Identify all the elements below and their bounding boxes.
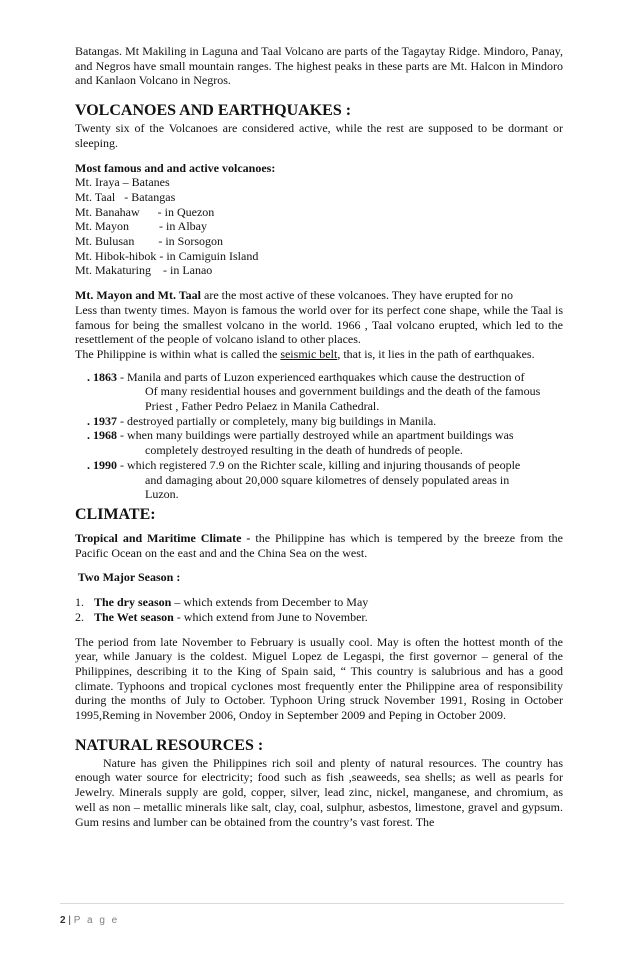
- tropical-text: the Philippine has which is tempered by the breeze from the Pacific Ocean on the east and and the China Sea on the west.: [75, 530, 563, 560]
- quake-year: . 1968: [87, 428, 117, 443]
- quake-year: . 1990: [87, 457, 117, 472]
- season-number: 1.: [75, 595, 84, 610]
- quake-item-1863: [75, 370, 563, 414]
- resources-paragraph: Nature has given the Philippines rich soil and plenty of natural resources. The country has enough water source for electricity; food such as fish ,seaweeds, sea shells; as well as pearls for Jewelry. Minerals supply are gold, copper, silver, lead zinc, nickel, manganese, and chromium, as well as non – metallic minerals like salt, clay, coal, sulphur, asbestos, limestone, gravel and gypsum. Gum resins and lumber can be obtained from the country’s vast forest. The: [75, 755, 563, 829]
- quake-text: - when many buildings were partially destroyed while an apartment buildings was: [117, 428, 514, 443]
- quake-cont: Of many residential houses and government buildings and the death of the famous: [145, 384, 541, 399]
- volcanoes-heading: VOLCANOES AND EARTHQUAKES :: [75, 102, 352, 120]
- page-number: 2: [60, 915, 66, 926]
- seismic-pre: The Philippine is within what is called the: [75, 346, 281, 361]
- season-name: The dry season: [94, 595, 172, 610]
- document-page: [75, 44, 563, 829]
- quake-item-1937: [75, 414, 563, 429]
- list-item: [75, 610, 563, 625]
- list-item: Mt. Banahaw - in Quezon: [75, 204, 215, 219]
- quake-text: - destroyed partially or completely, many big buildings in Manila.: [117, 413, 437, 428]
- resources-heading: NATURAL RESOURCES :: [75, 736, 264, 754]
- season-number: 2.: [75, 609, 84, 624]
- seismic-post: , that is, it lies in the path of earthquakes.: [337, 346, 535, 361]
- quake-year: . 1937: [87, 413, 117, 428]
- intro-paragraph: Batangas. Mt Makiling in Laguna and Taal Volcano are parts of the Tagaytay Ridge. Mindoro, Panay, and Negros have small mountain ranges. The highest peaks in these parts are Mt. Halcon in Mindoro and Kanlaon Volcano in Negros.: [75, 44, 563, 88]
- season-text: - which extend from June to November.: [173, 609, 368, 624]
- seismic-belt-paragraph: [75, 347, 563, 362]
- volcanoes-text: Twenty six of the Volcanoes are considered active, while the rest are supposed to be dormant or sleeping.: [75, 121, 563, 150]
- quake-year: . 1863: [87, 369, 117, 384]
- mayon-taal-text: are the most active of these volcanoes. They have erupted for no: [201, 288, 514, 303]
- climate-period-paragraph: The period from late November to February is usually cool. May is often the hottest month of the year, while January is the coldest. Miguel Lopez de Legaspi, the first governor – general of the Philippines, describing it to the King of Spain said, “ This country is salubrious and has a good climate. Typhoons and tropical cyclones most frequently enter the Philippine area of responsibility during the months of July to October. Typhoon Uring struck November 1991, Rosing in October 1995,Reming in November 2006, Ondoy in September 2009 and Peping in October 2009.: [75, 634, 563, 723]
- season-list: [75, 595, 563, 624]
- quake-cont: Priest , Father Pedro Pelaez in Manila Cathedral.: [145, 399, 380, 414]
- mayon-taal-line: [75, 288, 563, 303]
- quake-cont: and damaging about 20,000 square kilometres of densely populated areas in: [145, 472, 510, 487]
- list-item: Mt. Makaturing - in Lanao: [75, 263, 213, 278]
- list-item: Mt. Iraya – Batanes: [75, 175, 170, 190]
- list-item: Mt. Mayon - in Albay: [75, 219, 207, 234]
- climate-heading: CLIMATE:: [75, 505, 156, 523]
- seismic-belt-term: seismic belt: [280, 346, 338, 361]
- footer-separator: |: [65, 915, 74, 926]
- season-name: The Wet season: [94, 609, 174, 624]
- volcano-list: [75, 175, 563, 278]
- page-label: P a g e: [73, 915, 120, 926]
- tropical-bold: Tropical and Maritime Climate -: [75, 530, 256, 545]
- list-item: Mt. Bulusan - in Sorsogon: [75, 234, 224, 249]
- tropical-paragraph: [75, 531, 563, 560]
- list-item: Mt. Taal - Batangas: [75, 189, 176, 204]
- quake-item-1968: [75, 428, 563, 457]
- quake-text: - Manila and parts of Luzon experienced earthquakes which cause the destruction of: [117, 369, 525, 384]
- quake-cont: Luzon.: [145, 487, 179, 502]
- quake-cont: completely destroyed resulting in the death of hundreds of people.: [145, 443, 463, 458]
- footer-divider: [60, 903, 564, 904]
- earthquake-list: [75, 370, 563, 502]
- season-text: – which extends from December to May: [171, 595, 369, 610]
- mayon-taal-bold: Mt. Mayon and Mt. Taal: [75, 288, 202, 303]
- page-footer: [60, 915, 119, 926]
- quake-text: - which registered 7.9 on the Richter scale, killing and injuring thousands of people: [117, 457, 521, 472]
- mayon-taal-rest: Less than twenty times. Mayon is famous the world over for its perfect cone shape, while the Taal is famous for being the smallest volcano in the world. 1966 , Taal volcano erupted, which led to the resettlement of the people of volcano island to other places.: [75, 302, 563, 347]
- famous-volcanoes-title: Most famous and and active volcanoes:: [75, 160, 276, 175]
- two-major-season-title: Two Major Season :: [75, 570, 181, 585]
- list-item: Mt. Hibok-hibok - in Camiguin Island: [75, 248, 259, 263]
- list-item: [75, 595, 563, 610]
- quake-item-1990: [75, 458, 563, 502]
